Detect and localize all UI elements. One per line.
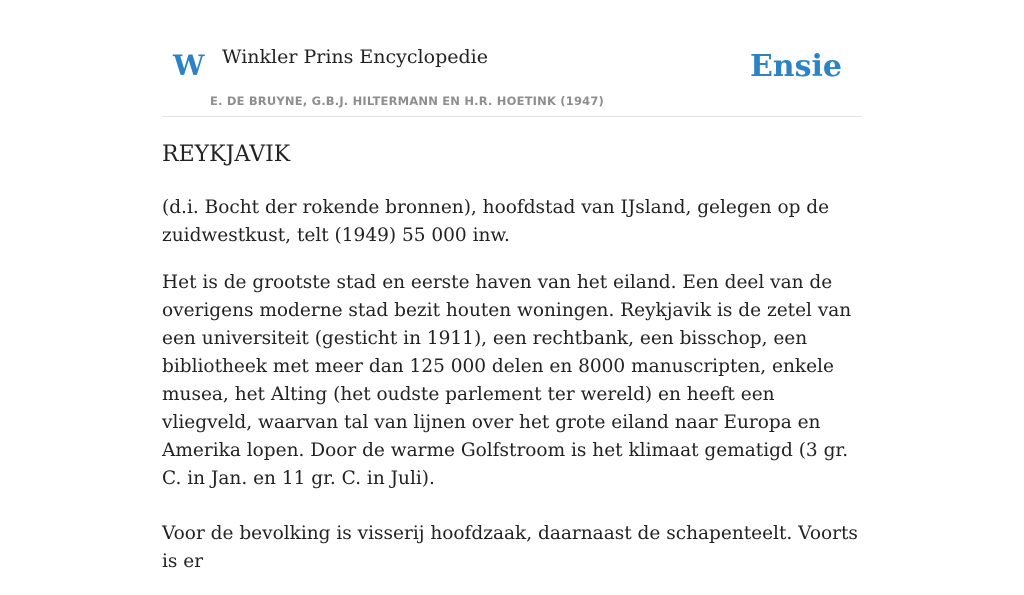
article-content [162,140,864,595]
ensie-brand-link[interactable]: Ensie [749,49,842,84]
article-paragraph: Voor de bevolking is visserij hoofdzaak, daarnaast de schapenteelt. Voorts is er [162,523,858,572]
winkler-prins-logo-icon[interactable]: W [173,49,205,82]
site-title[interactable]: Winkler Prins Encyclopedie [222,46,488,68]
authors-credit: E. DE BRUYNE, G.B.J. HILTERMANN EN H.R. HOETINK (1947) [210,94,605,108]
article-paragraph: Het is de grootste stad en eerste haven van het eiland. Een deel van de overigens moderne stad bezit houten woningen. Reykjavik is de zetel van een universiteit (gesticht in 1911), een rechtbank, een bisschop, een bibliotheek met meer dan 125 000 delen en 8000 manuscripten, enkele musea, het Alting (het oudste parlement ter wereld) en heeft een vliegveld, waarvan tal van lijnen over het grote eiland naar Europa en Amerika lopen. Door de warme Golfstroom is het klimaat gematigd (3 gr. C. in Jan. en 11 gr. C. in Juli). [162,272,852,489]
article-title: REYKJAVIK [162,142,291,167]
article-paragraph: (d.i. Bocht der rokende bronnen), hoofdstad van IJsland, gelegen op de zuidwestkust, telt (1949) 55 000 inw. [162,197,830,246]
site-header [162,0,862,117]
